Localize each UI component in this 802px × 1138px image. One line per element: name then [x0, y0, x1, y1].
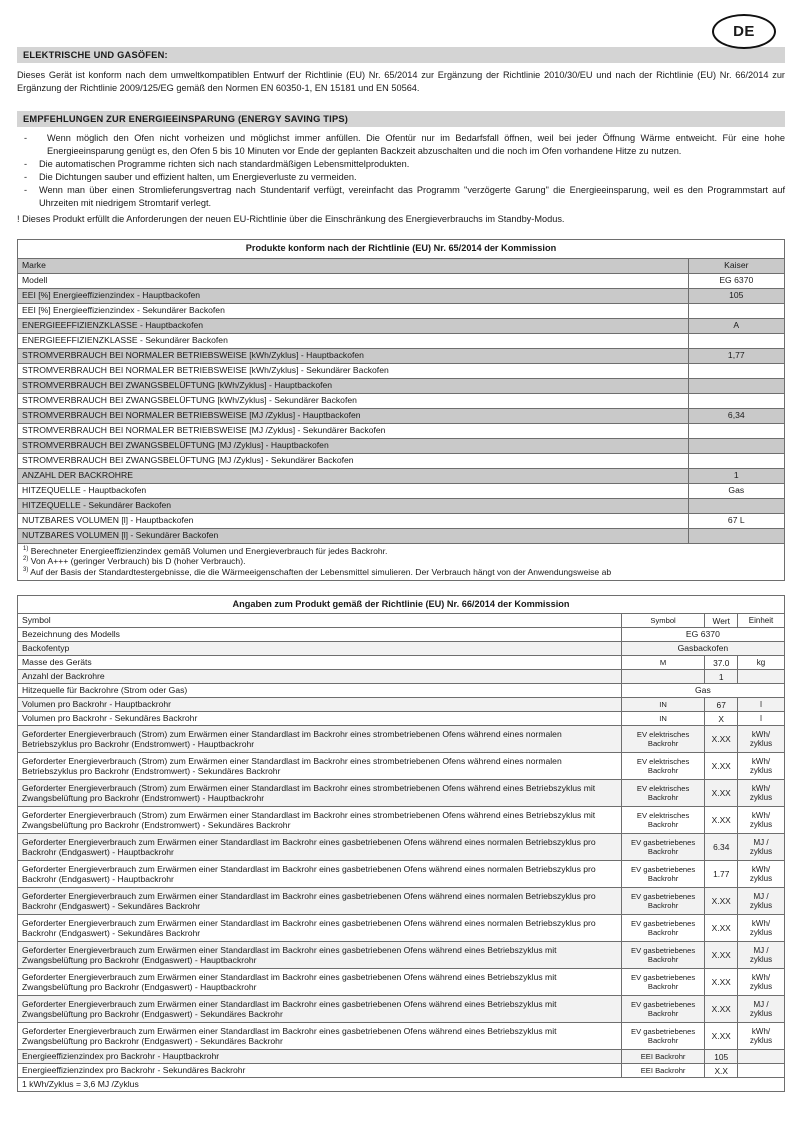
table1-row-label: STROMVERBRAUCH BEI NORMALER BETRIEBSWEISE [kWh/Zyklus] - Sekundärer Backofen	[18, 363, 689, 378]
table2-row-symbol: EV elektrisches Backrohr	[621, 807, 705, 834]
table-row	[18, 1050, 785, 1064]
table2-row-symbol	[621, 670, 705, 684]
table2-row-label: Geforderter Energieverbrauch zum Erwärmen einer Standardlast im Backrohr eines gasbetriebenen Ofens während eines normalen Betriebszyklus pro Backrohr (Endgaswert) - Hauptbackrohr	[18, 834, 622, 861]
table2-row-label: Bezeichnung des Modells	[18, 628, 622, 642]
table2-row-symbol: EV gasbetriebenes Backrohr	[621, 996, 705, 1023]
table-row	[18, 363, 785, 378]
standby-note: ! Dieses Produkt erfüllt die Anforderungen der neuen EU-Richtlinie über die Einschränkung des Energieverbrauchs im Standby-Modus.	[17, 213, 565, 224]
table2-row-label: Geforderter Energieverbrauch zum Erwärmen einer Standardlast im Backrohr eines gasbetriebenen Ofens während eines Betriebszyklus mit Zwangsbelüftung pro Backrohr (Endgaswert) - Hauptbackrohr	[18, 942, 622, 969]
table-row	[18, 628, 785, 642]
table2-rows	[18, 628, 785, 1078]
bullet-dash-icon: -	[24, 159, 28, 170]
table2-row-unit	[738, 1050, 785, 1064]
table1-row-label: EEI [%] Energieeffizienzindex - Hauptbackofen	[18, 288, 689, 303]
table2-row-label: Geforderter Energieverbrauch zum Erwärmen einer Standardlast im Backrohr eines gasbetriebenen Ofens während eines Betriebszyklus mit Zwangsbelüftung pro Backrohr (Endgaswert) - Sekundäres Backrohr	[18, 1023, 622, 1050]
table-row	[18, 483, 785, 498]
footnote-text: Berechneter Energieeffizienzindex gemäß Volumen und Energieverbrauch für jedes Backrohr.	[30, 545, 388, 556]
table-row	[18, 423, 785, 438]
list-item-label: Die automatischen Programme richten sich nach standardmäßigen Lebensmittelprodukten.	[39, 159, 410, 170]
table2-header-label: Symbol	[18, 614, 622, 628]
table-row	[18, 273, 785, 288]
table2-row-unit: kWh/ zyklus	[738, 861, 785, 888]
list-item	[24, 158, 785, 171]
table2-row-value: 37.0	[705, 656, 738, 670]
table1-row-value: 1	[688, 468, 784, 483]
table1-row-label: ANZAHL DER BACKROHRE	[18, 468, 689, 483]
table-row	[18, 438, 785, 453]
table2-row-label: Geforderter Energieverbrauch zum Erwärmen einer Standardlast im Backrohr eines gasbetriebenen Ofens während eines Betriebszyklus mit Zwangsbelüftung pro Backrohr (Endgaswert) - Sekundäres Backrohr	[18, 996, 622, 1023]
table2-row-symbol: EV gasbetriebenes Backrohr	[621, 861, 705, 888]
table2-row-unit: MJ / zyklus	[738, 996, 785, 1023]
table1-row-label: HITZEQUELLE - Hauptbackofen	[18, 483, 689, 498]
table1-row-value: Kaiser	[688, 258, 784, 273]
table-row	[18, 996, 785, 1023]
table2-row-label: Geforderter Energieverbrauch (Strom) zum Erwärmen einer Standardlast im Backrohr eines strombetriebenen Ofens während eines normalen Betriebszyklus pro Backrohr (Endstromwert) - Hauptbackrohr	[18, 726, 622, 753]
table2-row-value: X.XX	[705, 1023, 738, 1050]
table1-title-row	[18, 239, 785, 258]
table2-row-unit: kg	[738, 656, 785, 670]
footnote-text: Von A+++ (geringer Verbrauch) bis D (hoher Verbrauch).	[30, 556, 246, 567]
table2-row-symbol: IN	[621, 712, 705, 726]
list-item-label: Wenn man über einen Stromlieferungsvertrag nach Stundentarif verfügt, vereinfacht das Programm "verzögerte Garung" die Energieeinsparung, weil es den Programmstart auf Uhrzeiten mit niedrigem Stromtarif verlegt.	[39, 185, 785, 209]
table1-row-label: STROMVERBRAUCH BEI ZWANGSBELÜFTUNG [MJ /Zyklus] - Hauptbackofen	[18, 438, 689, 453]
footnote-marker: 1)	[23, 545, 29, 552]
table-row	[18, 378, 785, 393]
table2-row-label: Volumen pro Backrohr - Sekundäres Backrohr	[18, 712, 622, 726]
table1-rows	[18, 258, 785, 543]
table-row	[18, 834, 785, 861]
table2-row-label: Masse des Geräts	[18, 656, 622, 670]
table2-row-unit: MJ / zyklus	[738, 834, 785, 861]
table-row	[18, 333, 785, 348]
table2-row-symbol: EEI Backrohr	[621, 1050, 705, 1064]
table2-row-value: X.XX	[705, 942, 738, 969]
table2-row-merged-value: EG 6370	[621, 628, 784, 642]
table2-header-symbol: Symbol	[621, 614, 705, 628]
table1-row-value	[688, 378, 784, 393]
table-row	[18, 712, 785, 726]
table2-row-label: Anzahl der Backrohre	[18, 670, 622, 684]
table2-row-symbol: EV gasbetriebenes Backrohr	[621, 915, 705, 942]
table2-title-row	[18, 595, 785, 614]
table2-footer-row	[18, 1078, 785, 1092]
table-row	[18, 915, 785, 942]
list-item-label: Die Dichtungen sauber und effizient halten, um Energieverluste zu vermeiden.	[39, 172, 357, 183]
table1-row-label: EEI [%] Energieeffizienzindex - Sekundärer Backofen	[18, 303, 689, 318]
table1-row-value: 1,77	[688, 348, 784, 363]
table1-row-label: STROMVERBRAUCH BEI NORMALER BETRIEBSWEISE [MJ /Zyklus] - Sekundärer Backofen	[18, 423, 689, 438]
table2-row-symbol: EV elektrisches Backrohr	[621, 726, 705, 753]
table2-row-value: X.XX	[705, 915, 738, 942]
table2-row-value: X.XX	[705, 726, 738, 753]
table2-row-label: Geforderter Energieverbrauch zum Erwärmen einer Standardlast im Backrohr eines gasbetriebenen Ofens während eines Betriebszyklus mit Zwangsbelüftung pro Backrohr (Endgaswert) - Hauptbackrohr	[18, 969, 622, 996]
list-item	[24, 184, 785, 210]
bullet-dash-icon: -	[24, 185, 28, 196]
table1-row-value: A	[688, 318, 784, 333]
table2-row-symbol: EV gasbetriebenes Backrohr	[621, 942, 705, 969]
list-item-label: Wenn möglich den Ofen nicht vorheizen und möglichst immer anfüllen. Die Ofentür nur im Bedarfsfall öffnen, weil bei jeder Öffnung Wärme entweicht. Für eine hohe Energieeinsparung genügt es, den Ofen 5 bis 10 Minuten vor Ende der geplanten Backzeit abzuschalten und die noch im Ofen vorhandene Hitze zu nutzen.	[47, 133, 785, 157]
table2-row-unit: kWh/ zyklus	[738, 726, 785, 753]
footnote-1	[21, 546, 781, 557]
table-row	[18, 1023, 785, 1050]
table1-row-value	[688, 303, 784, 318]
section-paragraph-electric-gas: Dieses Gerät ist konform nach dem umweltkompatiblen Entwurf der Richtlinie (EU) Nr. 65/2014 zur Ergänzung der Richtlinie 2010/30/EU und nach der Richtlinie (EU) Nr. 66/2014 zur Ergänzung der Richtlinie 2009/125/EG gemäß den Normen EN 60350-1, EN 15181 und EN 50564.	[17, 70, 785, 94]
table2-row-value: X.XX	[705, 780, 738, 807]
table2-row-value: X.X	[705, 1064, 738, 1078]
footnote-3	[21, 567, 781, 578]
table-row	[18, 888, 785, 915]
table2-row-unit: kWh/ zyklus	[738, 969, 785, 996]
table2-row-label: Energieeffizienzindex pro Backrohr - Sekundäres Backrohr	[18, 1064, 622, 1078]
table1-body	[18, 239, 785, 258]
table1-row-value	[688, 423, 784, 438]
table2-row-unit: MJ / zyklus	[738, 942, 785, 969]
table2-row-label: Geforderter Energieverbrauch zum Erwärmen einer Standardlast im Backrohr eines gasbetriebenen Ofens während eines normalen Betriebszyklus pro Backrohr (Endgaswert) - Hauptbackrohr	[18, 861, 622, 888]
table2-row-value: 1	[705, 670, 738, 684]
table2-row-label: Geforderter Energieverbrauch zum Erwärmen einer Standardlast im Backrohr eines gasbetriebenen Ofens während eines normalen Betriebszyklus pro Backrohr (Endgaswert) - Sekundäres Backrohr	[18, 915, 622, 942]
table1-row-label: ENERGIEEFFIZIENZKLASSE - Sekundärer Backofen	[18, 333, 689, 348]
table2-row-label: Geforderter Energieverbrauch (Strom) zum Erwärmen einer Standardlast im Backrohr eines strombetriebenen Ofens während eines normalen Betriebszyklus pro Backrohr (Endstromwert) - Sekundäres Backrohr	[18, 753, 622, 780]
table-row	[18, 528, 785, 543]
table2-row-unit: l	[738, 712, 785, 726]
table2-row-symbol: M	[621, 656, 705, 670]
table2-header-value: Wert	[705, 614, 738, 628]
table1-row-value	[688, 393, 784, 408]
language-badge-de	[712, 14, 776, 49]
table1-row-label: HITZEQUELLE - Sekundärer Backofen	[18, 498, 689, 513]
table-row	[18, 726, 785, 753]
table2-row-merged-value: Gasbackofen	[621, 642, 784, 656]
table2-row-unit: kWh/ zyklus	[738, 753, 785, 780]
table2-row-value: X.XX	[705, 969, 738, 996]
language-badge-label: DE	[733, 23, 755, 40]
table2-row-value: 67	[705, 698, 738, 712]
table1-footnote-cell	[18, 543, 785, 580]
table-row	[18, 453, 785, 468]
bullet-dash-icon: -	[24, 133, 28, 144]
table-row	[18, 468, 785, 483]
table1-row-label: ENERGIEEFFIZIENZKLASSE - Hauptbackofen	[18, 318, 689, 333]
table2-row-symbol: EV gasbetriebenes Backrohr	[621, 1023, 705, 1050]
table2-header-unit: Einheit	[738, 614, 785, 628]
table2-row-value: X.XX	[705, 888, 738, 915]
table1-row-value	[688, 498, 784, 513]
table1-row-value	[688, 333, 784, 348]
list-item	[24, 132, 785, 158]
table-product-directive-66-2014	[17, 595, 785, 1093]
table2-row-label: Geforderter Energieverbrauch (Strom) zum Erwärmen einer Standardlast im Backrohr eines strombetriebenen Ofens während eines Betriebszyklus mit Zwangsbelüftung pro Backrohr (Endstromwert) - Hauptbackrohr	[18, 780, 622, 807]
table-row	[18, 393, 785, 408]
table2-row-unit: kWh/ zyklus	[738, 1023, 785, 1050]
table1-row-label: STROMVERBRAUCH BEI NORMALER BETRIEBSWEISE [MJ /Zyklus] - Hauptbackofen	[18, 408, 689, 423]
energy-saving-tip-list	[24, 132, 785, 210]
table2-row-merged-value: Gas	[621, 684, 784, 698]
table2-row-unit: kWh/ zyklus	[738, 915, 785, 942]
table-row	[18, 303, 785, 318]
table-row	[18, 543, 785, 580]
table2-row-symbol: EV gasbetriebenes Backrohr	[621, 969, 705, 996]
table1-row-label: STROMVERBRAUCH BEI ZWANGSBELÜFTUNG [kWh/Zyklus] - Sekundärer Backofen	[18, 393, 689, 408]
table-row	[18, 498, 785, 513]
table2-title: Angaben zum Produkt gemäß der Richtlinie (EU) Nr. 66/2014 der Kommission	[18, 595, 785, 614]
table2-row-unit	[738, 670, 785, 684]
table-row	[18, 670, 785, 684]
table2-row-label: Backofentyp	[18, 642, 622, 656]
table2-row-unit: kWh/ zyklus	[738, 807, 785, 834]
table1-row-value: 67 L	[688, 513, 784, 528]
section-heading-energy-saving: EMPFEHLUNGEN ZUR ENERGIEEINSPARUNG (ENERGY SAVING TIPS)	[17, 111, 785, 127]
footnote-text: Auf der Basis der Standardtestergebnisse, die die Wärmeeigenschaften der Lebensmittel simulieren. Der Verbrauch hängt von der Anwendungsweise ab	[30, 567, 612, 578]
table2-row-symbol: EV elektrisches Backrohr	[621, 753, 705, 780]
table1-row-value: EG 6370	[688, 273, 784, 288]
table1-row-label: NUTZBARES VOLUMEN [l] - Hauptbackofen	[18, 513, 689, 528]
table-row	[18, 698, 785, 712]
table1-row-label: Modell	[18, 273, 689, 288]
table2-row-value: X.XX	[705, 807, 738, 834]
table-row	[18, 753, 785, 780]
table-row	[18, 656, 785, 670]
table2-row-value: X.XX	[705, 996, 738, 1023]
table2-row-value: X	[705, 712, 738, 726]
table1-row-label: Marke	[18, 258, 689, 273]
list-item	[24, 171, 785, 184]
table2-row-value: 1.77	[705, 861, 738, 888]
table-row	[18, 513, 785, 528]
table2-row-label: Hitzequelle für Backrohre (Strom oder Gas)	[18, 684, 622, 698]
footnote-marker: 2)	[23, 556, 29, 563]
table2-footer: 1 kWh/Zyklus = 3,6 MJ /Zyklus	[18, 1078, 785, 1092]
table2-header-row	[18, 614, 785, 628]
table1-title: Produkte konform nach der Richtlinie (EU) Nr. 65/2014 der Kommission	[18, 239, 785, 258]
table2-row-symbol: EV gasbetriebenes Backrohr	[621, 834, 705, 861]
table-row	[18, 942, 785, 969]
table2-row-unit: l	[738, 698, 785, 712]
table-row	[18, 288, 785, 303]
table2-row-value: X.XX	[705, 753, 738, 780]
table-row	[18, 861, 785, 888]
table1-row-value: Gas	[688, 483, 784, 498]
table2-row-label: Volumen pro Backrohr - Hauptbackrohr	[18, 698, 622, 712]
table2-row-label: Geforderter Energieverbrauch zum Erwärmen einer Standardlast im Backrohr eines gasbetriebenen Ofens während eines normalen Betriebszyklus pro Backrohr (Endgaswert) - Sekundäres Backrohr	[18, 888, 622, 915]
table1-row-label: NUTZBARES VOLUMEN [l] - Sekundärer Backofen	[18, 528, 689, 543]
table-row	[18, 258, 785, 273]
table2-row-unit	[738, 1064, 785, 1078]
table2-row-unit: MJ / zyklus	[738, 888, 785, 915]
section-heading-electric-gas: ELEKTRISCHE UND GASÖFEN:	[17, 47, 785, 63]
bullet-dash-icon: -	[24, 172, 28, 183]
table2-row-symbol: IN	[621, 698, 705, 712]
table-row	[18, 318, 785, 333]
table1-row-label: STROMVERBRAUCH BEI ZWANGSBELÜFTUNG [kWh/Zyklus] - Hauptbackofen	[18, 378, 689, 393]
table-row	[18, 408, 785, 423]
table1-row-value	[688, 438, 784, 453]
table2-row-label: Energieeffizienzindex pro Backrohr - Hauptbackrohr	[18, 1050, 622, 1064]
table2-row-symbol: EEI Backrohr	[621, 1064, 705, 1078]
table2-row-value: 105	[705, 1050, 738, 1064]
table2-row-value: 6.34	[705, 834, 738, 861]
table2-row-symbol: EV elektrisches Backrohr	[621, 780, 705, 807]
table2-row-unit: kWh/ zyklus	[738, 780, 785, 807]
table1-row-value: 6,34	[688, 408, 784, 423]
table-row	[18, 969, 785, 996]
table1-row-value	[688, 453, 784, 468]
table2-row-symbol: EV gasbetriebenes Backrohr	[621, 888, 705, 915]
table-row	[18, 807, 785, 834]
table1-row-value	[688, 528, 784, 543]
table1-row-label: STROMVERBRAUCH BEI NORMALER BETRIEBSWEISE [kWh/Zyklus] - Hauptbackofen	[18, 348, 689, 363]
table2-row-label: Geforderter Energieverbrauch (Strom) zum Erwärmen einer Standardlast im Backrohr eines strombetriebenen Ofens während eines Betriebszyklus mit Zwangsbelüftung pro Backrohr (Endstromwert) - Sekundäres Backrohr	[18, 807, 622, 834]
table-row	[18, 1064, 785, 1078]
footnote-2	[21, 556, 781, 567]
table-product-directive-65-2014	[17, 239, 785, 581]
table1-row-value	[688, 363, 784, 378]
table-row	[18, 780, 785, 807]
table-row	[18, 684, 785, 698]
table-row	[18, 348, 785, 363]
table1-footnotes	[18, 543, 785, 580]
footnote-marker: 3)	[23, 567, 29, 574]
table-row	[18, 642, 785, 656]
table1-row-value: 105	[688, 288, 784, 303]
table1-row-label: STROMVERBRAUCH BEI ZWANGSBELÜFTUNG [MJ /Zyklus] - Sekundärer Backofen	[18, 453, 689, 468]
